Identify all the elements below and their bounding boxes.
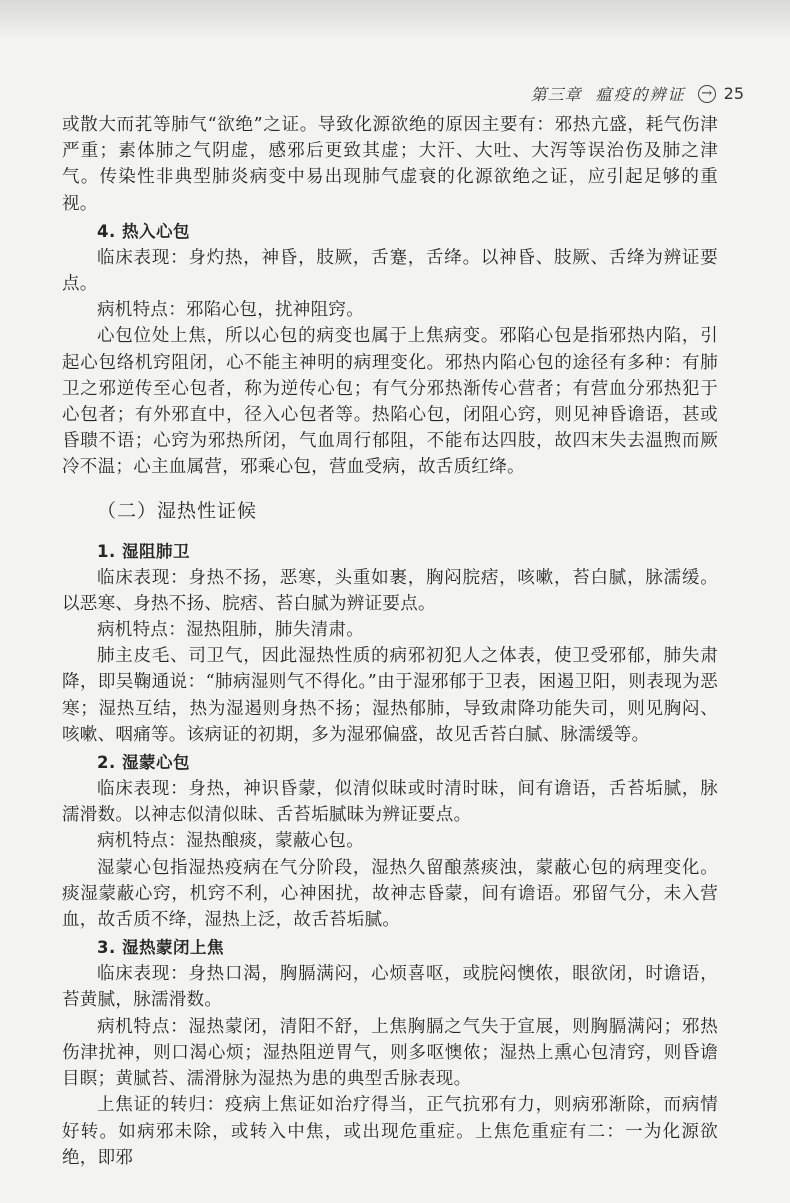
section-subheading: 2. 湿蒙心包 bbox=[97, 753, 190, 773]
running-header bbox=[531, 82, 744, 105]
paragraph: 湿蒙心包指湿热疫病在气分阶段，湿热久留酿蒸痰浊，蒙蔽心包的病理变化。痰湿蒙蔽心窍，机窍不利，心神困扰，故神志昏蒙，间有谵语。邪留气分，未入营血，故舌质不绛，湿热上泛，故舌苔垢腻。 bbox=[62, 857, 718, 931]
paragraph: 病机特点：湿热蒙闭，清阳不舒，上焦胸膈之气失于宣展，则胸膈满闷；邪热伤津扰神，则口渴心烦；湿热阻逆胃气，则多呕懊侬；湿热上熏心包清窍，则昏谵目瞑；黄腻苔、濡滑脉为湿热为患的典型舌脉表现。 bbox=[62, 1016, 718, 1090]
paragraph: 病机特点：邪陷心包，扰神阻窍。 bbox=[97, 300, 364, 321]
paragraph: 临床表现：身灼热，神昏，肢厥，舌蹇，舌绛。以神昏、肢厥、舌绛为辨证要点。 bbox=[62, 247, 718, 295]
paragraph: 病机特点：湿热阻肺，肺失清肃。 bbox=[97, 620, 364, 641]
section-subheading: 3. 湿热蒙闭上焦 bbox=[97, 938, 224, 958]
paragraph: 上焦证的转归：疫病上焦证如治疗得当，正气抗邪有力，则病邪渐除，而病情好转。如病邪未除，或转入中焦，或出现危重症。上焦危重症有二：一为化源欲绝，即邪 bbox=[62, 1095, 718, 1168]
chapter-label: 第三章 bbox=[530, 85, 582, 104]
paragraph: 病机特点：湿热酿痰，蒙蔽心包。 bbox=[97, 831, 364, 852]
arrow-icon: → bbox=[698, 85, 716, 103]
page-body bbox=[62, 112, 718, 1171]
paragraph: 临床表现：身热不扬，恶寒，头重如裹，胸闷脘痞，咳嗽，苔白腻，脉濡缓。以恶寒、身热不扬、脘痞、苔白腻为辨证要点。 bbox=[62, 567, 718, 614]
paragraph: 临床表现：身热，神识昏蒙，似清似昧或时清时昧，间有谵语，舌苔垢腻，脉濡滑数。以神志似清似昧、舌苔垢腻昧为辨证要点。 bbox=[62, 779, 718, 826]
paragraph: 临床表现：身热口渴，胸膈满闷，心烦喜呕，或脘闷懊侬，眼欲闭，时谵语，苔黄腻，脉濡滑数。 bbox=[62, 964, 718, 1011]
page-number: 25 bbox=[723, 84, 744, 103]
section-subheading: 4. 热入心包 bbox=[97, 221, 190, 241]
section-subheading: 1. 湿阻肺卫 bbox=[97, 541, 190, 561]
page-edge-shadow bbox=[0, 0, 790, 40]
chapter-title: 瘟疫的辨证 bbox=[595, 85, 686, 104]
section-heading: （二）湿热性证候 bbox=[97, 499, 258, 522]
paragraph: 肺主皮毛、司卫气，因此湿热性质的病邪初犯人之体表，使卫受邪郁，肺失肃降，即吴鞠通说：“肺病湿则气不得化。”由于湿邪郁于卫表，困遏卫阳，则表现为恶寒；湿热互结，热为湿遏则身热不扬；湿热郁肺，导致肃降功能失司，则见胸闷、咳嗽、咽痛等。该病证的初期，多为湿邪偏盛，故见舌苔白腻、脉濡缓等。 bbox=[62, 646, 718, 745]
paragraph: 或散大而芤等肺气“欲绝”之证。导致化源欲绝的原因主要有：邪热亢盛，耗气伤津严重；素体肺之气阴虚，感邪后更致其虚；大汗、大吐、大泻等误治伤及肺之津气。传染性非典型肺炎病变中易出现肺气虚衰的化源欲绝之证，应引起足够的重视。 bbox=[62, 115, 718, 214]
paragraph: 心包位处上焦，所以心包的病变也属于上焦病变。邪陷心包是指邪热内陷，引起心包络机窍阻闭，心不能主神明的病理变化。邪热内陷心包的途径有多种：有肺卫之邪逆传至心包者，称为逆传心包；有气分邪热渐传心营者；有营血分邪热犯于心包者；有外邪直中，径入心包者等。热陷心包，闭阻心窍，则见神昏谵语，甚或昏聩不语；心窍为邪热所闭，气血周行郁阻，不能布达四肢，故四末失去温煦而厥冷不温；心主血属营，邪乘心包，营血受病，故舌质红绛。 bbox=[62, 326, 718, 478]
